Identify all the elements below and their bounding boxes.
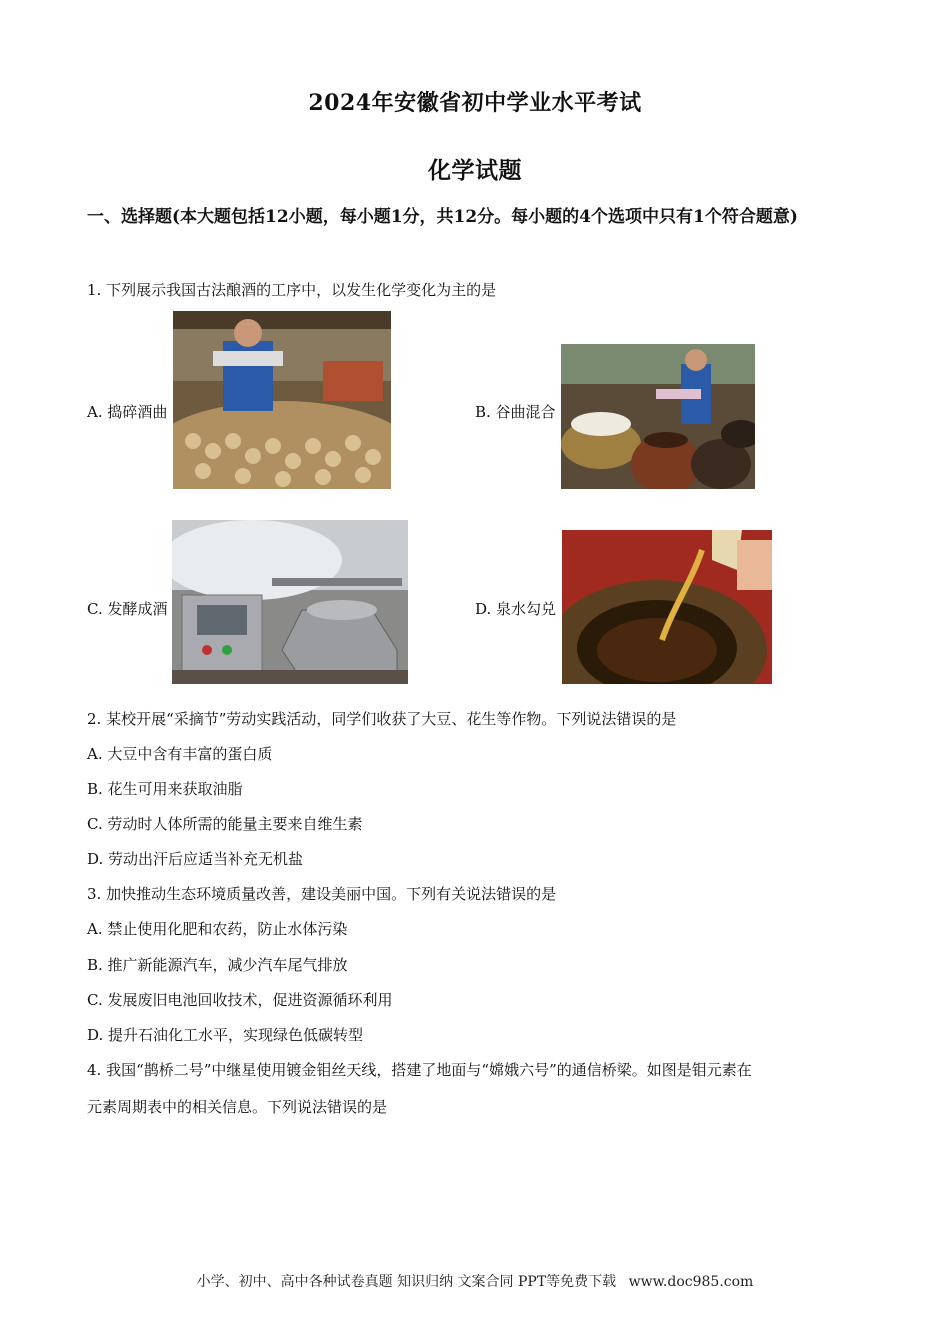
q2-option-b: B. 花生可用来获取油脂 — [87, 780, 243, 798]
q2-option-c: C. 劳动时人体所需的能量主要来自维生素 — [87, 815, 363, 833]
section-heading: 一、选择题(本大题包括12小题，每小题1分，共12分。每小题的4个选项中只有1个符合题意) — [87, 207, 798, 227]
q3-option-a: A. 禁止使用化肥和农药，防止水体污染 — [87, 920, 348, 938]
q2-option-d: D. 劳动出汗后应适当补充无机盐 — [87, 850, 304, 868]
footer-text: 小学、初中、高中各种试卷真题 知识归纳 文案合同 PPT等免费下载 — [196, 1274, 617, 1290]
question-4-stem-line-1: 4. 我国“鹊桥二号”中继星使用镀金钼丝天线，搭建了地面与“嫦娥六号”的通信桥梁。如图是钼元素在 — [87, 1061, 752, 1079]
footer-link[interactable]: www.doc985.com — [628, 1274, 754, 1290]
question-3-stem: 3. 加快推动生态环境质量改善，建设美丽中国。下列有关说法错误的是 — [87, 885, 557, 903]
q1-option-c-label: C. 发酵成酒 — [87, 600, 168, 618]
question-1-stem: 1. 下列展示我国古法酿酒的工序中，以发生化学变化为主的是 — [87, 281, 497, 299]
q1-option-d-label: D. 泉水勾兑 — [475, 600, 557, 618]
question-2-stem: 2. 某校开展“采摘节”劳动实践活动，同学们收获了大豆、花生等作物。下列说法错误的是 — [87, 710, 677, 728]
q3-option-c: C. 发展废旧电池回收技术，促进资源循环利用 — [87, 991, 393, 1009]
page-title: 2024年安徽省初中学业水平考试 — [308, 90, 642, 116]
q1-option-b-image — [561, 344, 755, 489]
page-footer — [0, 1271, 950, 1291]
q1-option-d-image — [562, 530, 772, 684]
q1-option-c-image — [172, 520, 408, 684]
q3-option-b: B. 推广新能源汽车，减少汽车尾气排放 — [87, 956, 348, 974]
question-4-stem-line-2: 元素周期表中的相关信息。下列说法错误的是 — [87, 1098, 388, 1116]
q1-option-b-label: B. 谷曲混合 — [475, 403, 556, 421]
q3-option-d: D. 提升石油化工水平，实现绿色低碳转型 — [87, 1026, 364, 1044]
q1-option-a-label: A. 捣碎酒曲 — [87, 403, 168, 421]
q2-option-a: A. 大豆中含有丰富的蛋白质 — [87, 745, 273, 763]
q1-option-a-image — [173, 311, 391, 489]
page-subtitle: 化学试题 — [428, 157, 522, 184]
